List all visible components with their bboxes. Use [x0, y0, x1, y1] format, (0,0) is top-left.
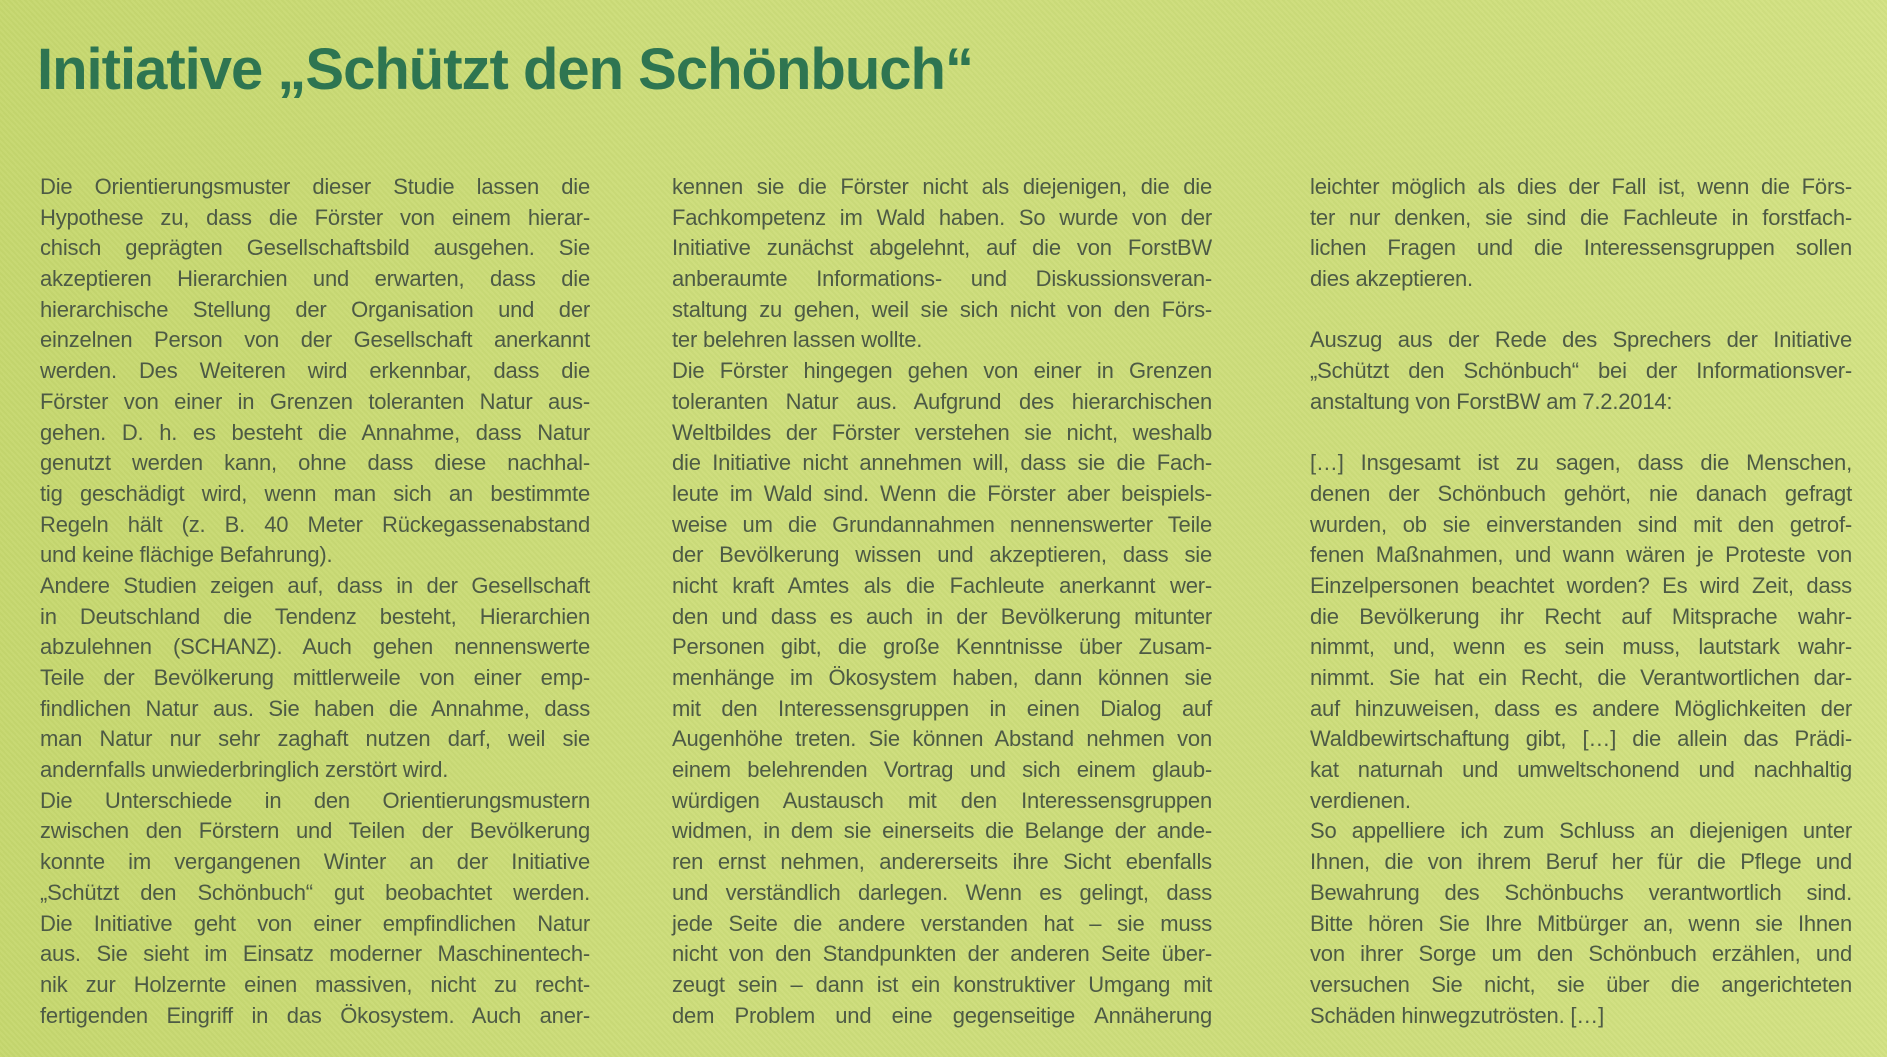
text-line: jede Seite die andere verstanden hat – sie muss	[672, 910, 1212, 936]
text-line: Schäden hinwegzutrösten. […]	[1310, 1002, 1605, 1028]
text-line: Die Unterschiede in den Orientierungsmustern	[40, 787, 590, 813]
text-line: nicht kraft Amtes als die Fachleute anerkannt wer-	[672, 572, 1212, 598]
text-line: „Schützt den Schönbuch“ bei der Informationsver-	[1310, 358, 1852, 384]
text-line: „Schützt den Schönbuch“ gut beobachtet werden.	[40, 879, 590, 905]
text-line: Einzelpersonen beachtet worden? Es wird Zeit, dass	[1310, 572, 1852, 598]
text-line: denen der Schönbuch gehört, nie danach gefragt	[1310, 480, 1852, 506]
text-line: anberaumte Informations- und Diskussionsveran-	[672, 266, 1212, 292]
text-line: werden. Des Weiteren wird erkennbar, dass die	[40, 358, 590, 384]
text-line: verdienen.	[1310, 787, 1411, 813]
text-line: leichter möglich als dies der Fall ist, wenn die Förs-	[1310, 174, 1852, 199]
text-line: und keine flächige Befahrung).	[40, 542, 333, 568]
text-line: nik zur Holzernte einen massiven, nicht zu recht-	[40, 971, 590, 997]
paragraph-gap	[1310, 418, 1852, 449]
text-line: zeugt sein – dann ist ein konstruktiver Umgang mit	[672, 971, 1212, 997]
text-line: zwischen den Förstern und Teilen der Bevölkerung	[40, 818, 590, 844]
text-column-1	[40, 172, 590, 1031]
text-line: findlichen Natur aus. Sie haben die Annahme, dass	[40, 695, 590, 721]
text-line: konnte im vergangenen Winter an der Initiative	[40, 849, 590, 875]
text-line: einzelnen Person von der Gesellschaft anerkannt	[40, 327, 590, 353]
text-line: So appelliere ich zum Schluss an diejenigen unter	[1310, 818, 1852, 844]
text-line: kennen sie die Förster nicht als diejenigen, die die	[672, 174, 1212, 199]
text-line: anstaltung von ForstBW am 7.2.2014:	[1310, 388, 1673, 414]
text-line: ter nur denken, sie sind die Fachleute in forstfach-	[1310, 204, 1852, 230]
text-line: Die Förster hingegen gehen von einer in Grenzen	[672, 358, 1212, 384]
text-line: nimmt, und, wenn es sein muss, lautstark wahr-	[1310, 634, 1852, 660]
text-line: Ihnen, die von ihrem Beruf her für die Pflege und	[1310, 849, 1852, 875]
text-line: Initiative zunächst abgelehnt, auf die von ForstBW	[672, 235, 1212, 261]
text-line: Fachkompetenz im Wald haben. So wurde von der	[672, 204, 1212, 230]
text-line: aus. Sie sieht im Einsatz moderner Maschinentech-	[40, 941, 590, 967]
text-line: akzeptieren Hierarchien und erwarten, dass die	[40, 266, 590, 292]
text-line: gehen. D. h. es besteht die Annahme, dass Natur	[40, 419, 590, 445]
text-line: Die Orientierungsmuster dieser Studie lassen die	[40, 174, 590, 199]
text-line: staltung zu gehen, weil sie sich nicht von den Förs-	[672, 296, 1212, 322]
text-column-3	[1310, 172, 1852, 1031]
text-line: […] Insgesamt ist zu sagen, dass die Menschen,	[1310, 450, 1852, 476]
text-line: nimmt. Sie hat ein Recht, die Verantwortlichen dar-	[1310, 665, 1852, 690]
text-line: in Deutschland die Tendenz besteht, Hierarchien	[40, 603, 590, 629]
paragraph-gap	[1310, 295, 1852, 326]
text-line: tig geschädigt wird, wenn man sich an bestimmte	[40, 480, 590, 506]
text-line: kat naturnah und umweltschonend und nachhaltig	[1310, 757, 1852, 783]
text-line: und verständlich darlegen. Wenn es gelingt, dass	[672, 879, 1212, 905]
text-line: Personen gibt, die große Kenntnisse über Zusam-	[672, 634, 1212, 660]
text-column-2	[672, 172, 1212, 1031]
text-line: Die Initiative geht von einer empfindlichen Natur	[40, 910, 590, 936]
text-line: fertigenden Eingriff in das Ökosystem. Auch aner-	[40, 1002, 590, 1028]
text-line: dies akzeptieren.	[1310, 266, 1473, 292]
text-line: der Bevölkerung wissen und akzeptieren, dass sie	[672, 542, 1212, 568]
article-columns	[40, 172, 1852, 1031]
text-line: andernfalls unwiederbringlich zerstört wird.	[40, 757, 449, 783]
text-line: menhänge im Ökosystem haben, dann können sie	[672, 665, 1212, 690]
text-line: toleranten Natur aus. Aufgrund des hierarchischen	[672, 388, 1212, 414]
text-line: dem Problem und eine gegenseitige Annäherung	[672, 1002, 1212, 1028]
text-line: Auszug aus der Rede des Sprechers der Initiative	[1310, 327, 1852, 353]
text-line: Augenhöhe treten. Sie können Abstand nehmen von	[672, 726, 1212, 752]
text-line: Andere Studien zeigen auf, dass in der Gesellschaft	[40, 572, 590, 598]
text-line: wurden, ob sie einverstanden sind mit den getrof-	[1310, 511, 1852, 537]
text-line: Bewahrung des Schönbuchs verantwortlich sind.	[1310, 879, 1852, 905]
text-line: die Initiative nicht annehmen will, dass sie die Fach-	[672, 450, 1212, 476]
text-line: widmen, in dem sie einerseits die Belange der ande-	[672, 818, 1212, 844]
text-line: Bitte hören Sie Ihre Mitbürger an, wenn sie Ihnen	[1310, 910, 1852, 936]
text-line: ter belehren lassen wollte.	[672, 327, 923, 353]
text-line: fenen Maßnahmen, und wann wären je Proteste von	[1310, 542, 1852, 568]
text-line: hierarchische Stellung der Organisation und der	[40, 296, 590, 322]
text-line: Teile der Bevölkerung mittlerweile von einer emp-	[40, 665, 590, 690]
text-line: genutzt werden kann, ohne dass diese nachhal-	[40, 450, 590, 476]
text-line: Hypothese zu, dass die Förster von einem hierar-	[40, 204, 590, 230]
text-line: auf hinzuweisen, dass es andere Möglichkeiten der	[1310, 695, 1852, 721]
text-line: mit den Interessensgruppen in einen Dialog auf	[672, 695, 1212, 721]
text-line: lichen Fragen und die Interessensgruppen sollen	[1310, 235, 1852, 261]
text-line: leute im Wald sind. Wenn die Förster aber beispiels-	[672, 480, 1212, 506]
text-line: Weltbildes der Förster verstehen sie nicht, weshalb	[672, 419, 1212, 445]
text-line: einem belehrenden Vortrag und sich einem glaub-	[672, 757, 1212, 783]
text-line: weise um die Grundannahmen nennenswerter Teile	[672, 511, 1212, 537]
text-line: nicht von den Standpunkten der anderen Seite über-	[672, 941, 1212, 967]
article-title: Initiative „Schützt den Schönbuch“	[37, 37, 973, 102]
text-line: versuchen Sie nicht, sie über die angerichteten	[1310, 971, 1852, 997]
text-line: Waldbewirtschaftung gibt, […] die allein das Prädi-	[1310, 726, 1852, 752]
text-line: von ihrer Sorge um den Schönbuch erzählen, und	[1310, 941, 1852, 967]
text-line: Förster von einer in Grenzen toleranten Natur aus-	[40, 388, 590, 414]
text-line: würdigen Austausch mit den Interessensgruppen	[672, 787, 1212, 813]
text-line: chisch geprägten Gesellschaftsbild ausgehen. Sie	[40, 235, 590, 261]
text-line: man Natur nur sehr zaghaft nutzen darf, weil sie	[40, 726, 590, 752]
text-line: den und dass es auch in der Bevölkerung mitunter	[672, 603, 1212, 629]
text-line: ren ernst nehmen, andererseits ihre Sicht ebenfalls	[672, 849, 1212, 875]
text-line: abzulehnen (SCHANZ). Auch gehen nennenswerte	[40, 634, 590, 660]
text-line: Regeln hält (z. B. 40 Meter Rückegassenabstand	[40, 511, 590, 537]
text-line: die Bevölkerung ihr Recht auf Mitsprache wahr-	[1310, 603, 1852, 629]
